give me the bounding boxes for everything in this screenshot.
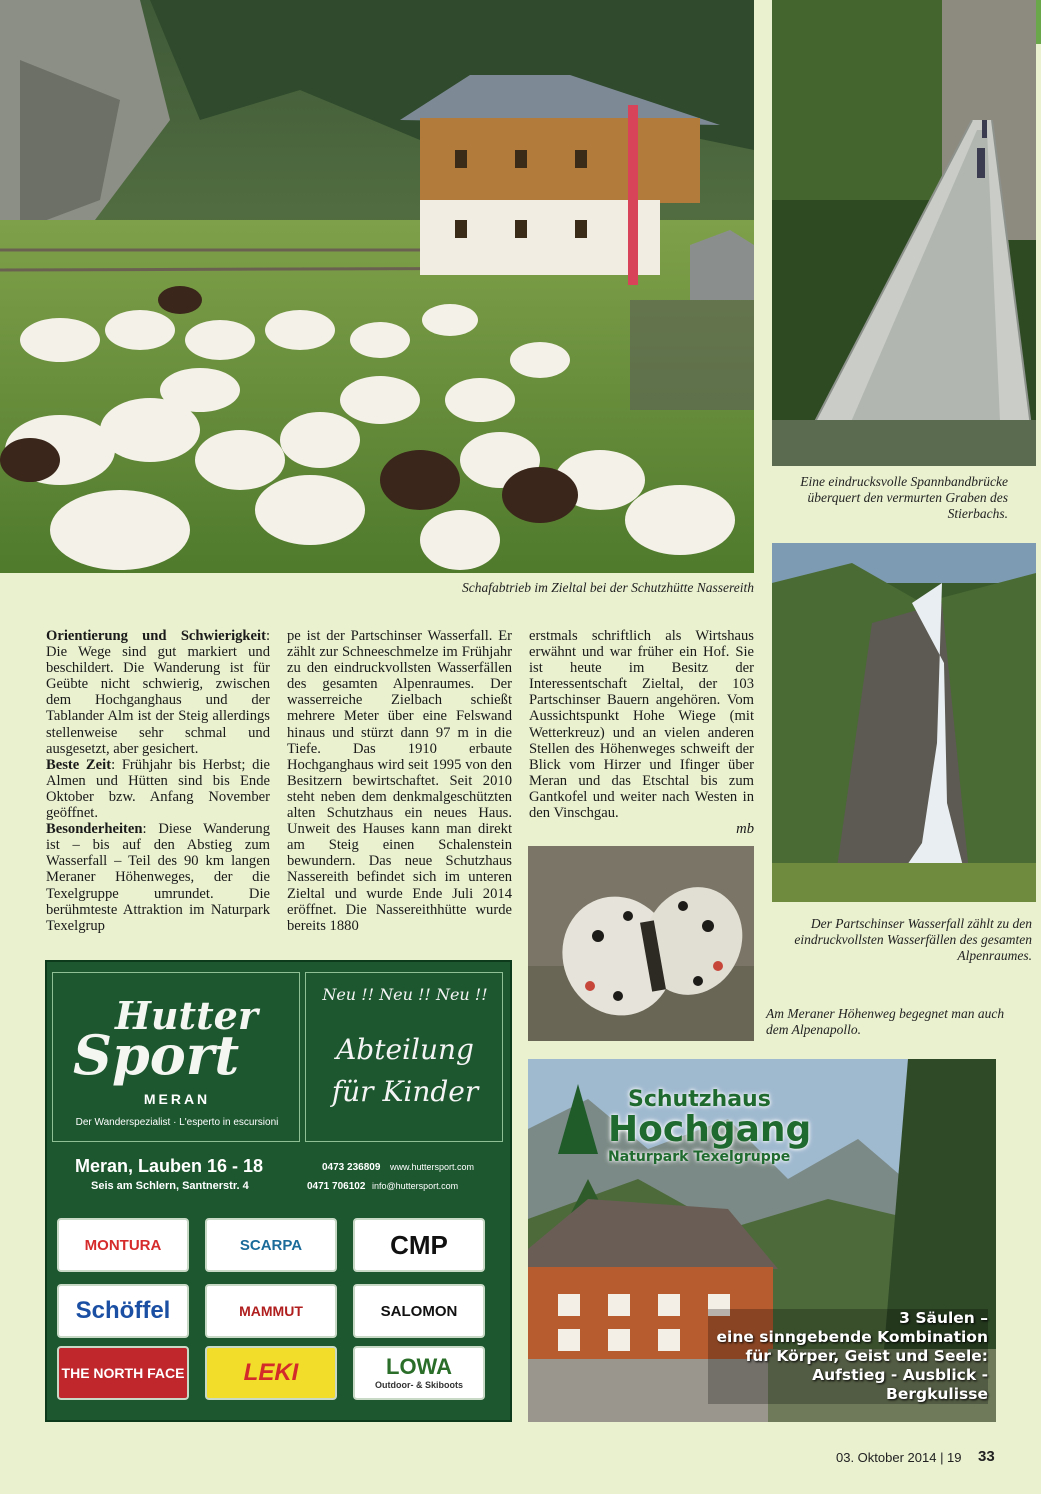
orientation-text: : Die Wege sind gut markiert und beschildert. Die Wanderung ist für Geübte nicht schwierig, zwischen dem Hochganghaus und der Tablander Alm ist der Steig allerdings stellenweise sehr schmal und ausgesetzt, aber gesichert. [46,628,270,757]
slogan-line-4: Aufstieg - Ausblick - Bergkulisse [812,1366,988,1403]
logo-tagline: Der Wanderspezialist · L'esperto in escursioni [75,1117,279,1128]
kids-department-box [305,972,503,1142]
neu-text: Neu !! Neu !! Neu !! [322,985,488,1004]
article-column-1 [46,628,270,934]
address-box [52,1148,497,1196]
special-heading: Besonderheiten [46,821,143,838]
season-text: : Frühjahr bis Herbst; die Almen und Hütten sind bis Ende Oktober bzw. Anfang November geöffnet. [46,756,270,822]
brand-lowa-sub: Outdoor- & Skiboots [375,1380,463,1390]
butterfly-caption: Am Meraner Höhenweg begegnet man auch dem Alpenapollo. [766,1006,1005,1037]
brand-leki[interactable]: LEKI [205,1346,337,1400]
article-column-2 [287,628,512,934]
slogan-line-2: eine sinngebende Kombination [716,1328,988,1346]
hochgang-title-2: Hochgang [608,1109,812,1150]
hochgang-title-1: Schutzhaus [628,1087,771,1112]
hutter-sport-ad[interactable] [45,960,512,1422]
dept-line-2: für Kinder [331,1075,479,1108]
brand-the-north-face[interactable]: THE NORTH FACE [57,1346,189,1400]
waterfall-caption: Der Partschinser Wasserfall zählt zu den eindruckvollsten Wasserfällen des gesamten Alpenraumes. [794,916,1032,963]
hochgang-ad[interactable] [528,1059,996,1422]
dept-line-1: Abteilung [336,1033,474,1066]
footer-date: 03. Oktober 2014 | 19 [836,1450,962,1465]
hutter-logo-box [52,972,300,1142]
brand-mammut[interactable]: MAMMUT [205,1284,337,1338]
address-meran: Meran, Lauben 16 - 18 [75,1156,264,1176]
phone-meran: 0473 236809 [322,1162,381,1173]
logo-hutter: Hutter [115,993,258,1038]
main-photo-sheep [0,0,754,573]
article-column-3 [529,628,754,837]
address-seis: Seis am Schlern, Santnerstr. 4 [91,1180,249,1192]
column-2-text: pe ist der Partschinser Wasserfall. Er zählt zur Schneeschmelze im Frühjahr zu den eindruckvollsten Wasserfällen des gesamten Alpenraumes. Der wasserreiche Zielbach schießt mehrere Meter über eine Felswand hinaus und stürzt dann 97 m in die Tiefe. Das 1910 erbaute Hochganghaus wird seit 1995 von den Besitzern bewirtschaftet. Seit 2010 steht neben dem denkmalgeschützten alten Schutzhaus ein neues Haus. Unweit des Hauses kann man direkt am Steig einen Schalenstein bewundern. Das neue Schutzhaus Nassereith befindet sich im unteren Zieltal und wurde Ende Juli 2014 eröffnet. Die Nassereithhütte wurde bereits 1880 [287,628,512,934]
email[interactable]: info@huttersport.com [372,1181,459,1191]
logo-sport: Sport [73,1023,240,1087]
hochgang-subtitle: Naturpark Texelgruppe [608,1149,791,1165]
page-number: 33 [978,1448,995,1465]
slogan-line-3: für Körper, Geist und Seele: [745,1347,988,1365]
brand-schoeffel[interactable]: Schöffel [57,1284,189,1338]
brand-montura[interactable]: MONTURA [57,1218,189,1272]
season-heading: Beste Zeit [46,756,112,773]
hochgang-slogan-box [708,1309,988,1404]
brand-scarpa[interactable]: SCARPA [205,1218,337,1272]
orientation-heading: Orientierung und Schwierigkeit [46,628,266,644]
brand-lowa[interactable] [353,1346,485,1400]
bridge-caption: Eine eindrucksvolle Spannbandbrücke überquert den vermurten Graben des Stierbachs. [800,474,1008,521]
main-photo-caption: Schafabtrieb im Zieltal bei der Schutzhütte Nassereith [462,580,754,595]
butterfly-photo [528,846,754,1041]
special-text: : Diese Wanderung ist – bis auf den Abstieg zum Wasserfall – Teil des 90 km langen Meraner Höhenweges, der die Texelgruppe umrundet. Die berühmteste Attraktion im Naturpark Texelgrup [46,821,270,934]
slogan-line-1: 3 Säulen – [899,1309,988,1327]
author-signature: mb [736,821,754,838]
website[interactable]: www.huttersport.com [390,1162,475,1172]
brand-salomon[interactable]: SALOMON [353,1284,485,1338]
phone-seis: 0471 706102 [307,1181,366,1192]
column-3-text: erstmals schriftlich als Wirtshaus erwähnt und war früher ein Hof. Sie ist heute im Besitz der Interessentschaft Zieltal, der 103 Partschinser Bauern angehören. Vom Aussichtspunkt Hohe Wiege (mit Wetterkreuz) und an vielen anderen Stellen des Höhenweges schweift der Blick vom Hirzer und Ifinger über Meran und das Etschtal bis zum Gantkofel und weiter nach Westen in den Vinschgau. [529,628,754,822]
brand-cmp[interactable]: CMP [353,1218,485,1272]
logo-city: MERAN [143,1091,211,1107]
bridge-photo [772,0,1036,466]
waterfall-photo [772,543,1036,902]
brand-lowa-name: LOWA [386,1354,452,1379]
